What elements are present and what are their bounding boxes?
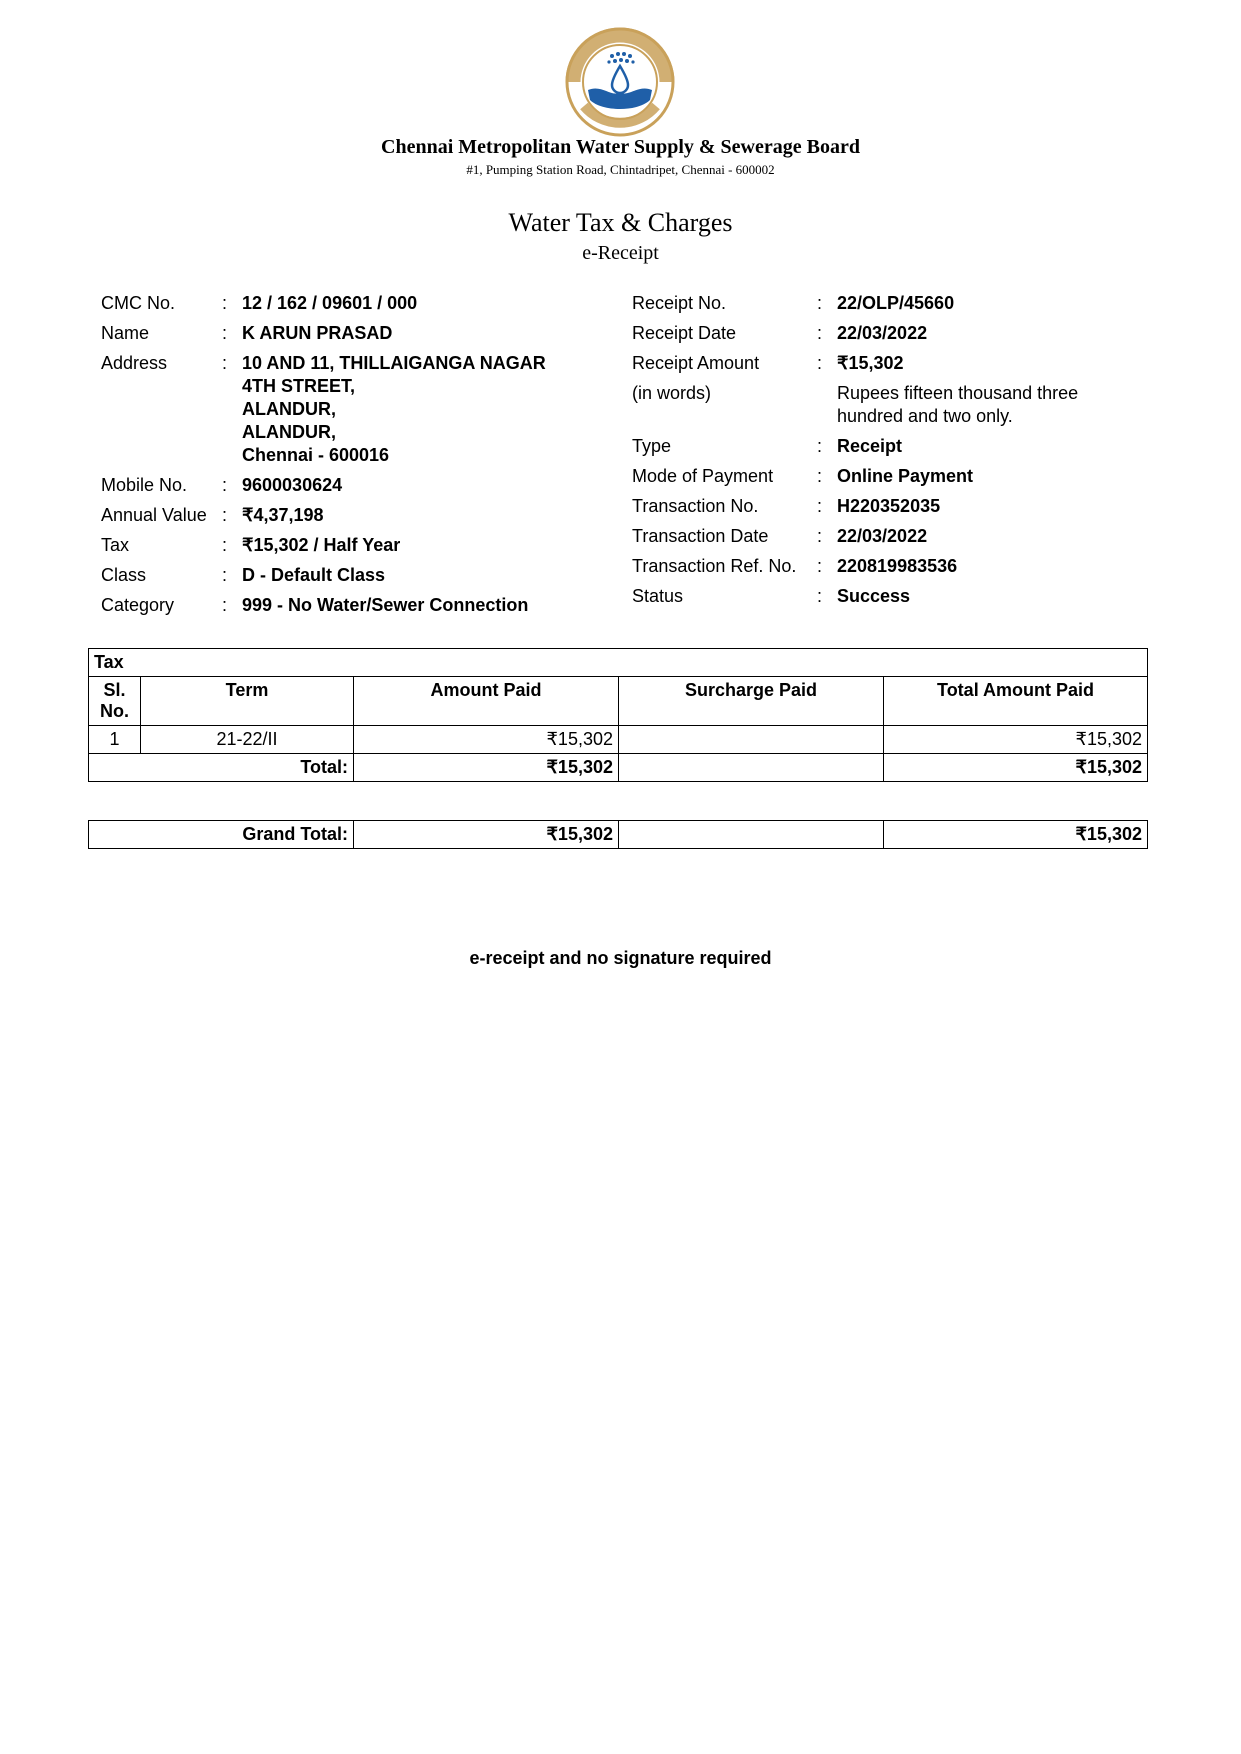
amount-in-words-row xyxy=(632,382,1102,428)
category-row xyxy=(101,594,601,617)
address-value xyxy=(242,352,601,467)
separator-colon: : xyxy=(817,556,823,576)
address-line: ALANDUR, xyxy=(242,422,336,442)
annual-value-value: ₹4,37,198 xyxy=(242,505,324,525)
separator-colon: : xyxy=(222,535,228,555)
document-title: Water Tax & Charges xyxy=(508,208,733,237)
receipt-no-label: Receipt No. xyxy=(632,293,727,313)
mobile-label: Mobile No. xyxy=(101,475,188,495)
table-caption-row xyxy=(89,649,1148,677)
consumer-details xyxy=(101,292,601,624)
document-subtitle: e-Receipt xyxy=(582,242,659,264)
separator-colon: : xyxy=(817,466,823,486)
total-total-amount-paid: ₹15,302 xyxy=(884,754,1148,782)
grand-total-table xyxy=(88,820,1148,849)
cmc-no-value: 12 / 162 / 09601 / 000 xyxy=(242,293,418,313)
status-row xyxy=(632,585,1102,608)
total-amount-paid: ₹15,302 xyxy=(354,754,619,782)
tax-label: Tax xyxy=(101,535,130,555)
column-header-term: Term xyxy=(141,677,354,726)
mobile-row xyxy=(101,474,601,497)
separator-colon: : xyxy=(222,595,228,615)
separator-colon: : xyxy=(222,323,228,343)
name-row xyxy=(101,322,601,345)
category-value: 999 - No Water/Sewer Connection xyxy=(242,595,529,615)
address-line: 4TH STREET, xyxy=(242,376,356,396)
class-value: D - Default Class xyxy=(242,565,386,585)
grand-total-amount-paid: ₹15,302 xyxy=(354,821,619,849)
payment-mode-row xyxy=(632,465,1102,488)
payment-mode-label: Mode of Payment xyxy=(632,466,774,486)
column-header-surcharge-paid: Surcharge Paid xyxy=(619,677,884,726)
separator-colon: : xyxy=(817,496,823,516)
name-value: K ARUN PRASAD xyxy=(242,323,393,343)
transaction-date-row xyxy=(632,525,1102,548)
table-header-row xyxy=(89,677,1148,726)
transaction-ref-label: Transaction Ref. No. xyxy=(632,556,797,576)
tax-table xyxy=(88,648,1148,782)
annual-value-label: Annual Value xyxy=(101,505,207,525)
separator-colon: : xyxy=(817,293,823,313)
class-row xyxy=(101,564,601,587)
status-label: Status xyxy=(632,586,684,606)
receipt-no-row xyxy=(632,292,1102,315)
organization-address: #1, Pumping Station Road, Chintadripet, Chennai - 600002 xyxy=(466,162,775,177)
status-value: Success xyxy=(837,586,911,606)
transaction-ref-value: 220819983536 xyxy=(837,556,958,576)
address-line: 10 AND 11, THILLAIGANGA NAGAR xyxy=(242,353,546,373)
receipt-date-row xyxy=(632,322,1102,345)
cell-surcharge-paid xyxy=(619,726,884,754)
type-row xyxy=(632,435,1102,458)
separator-colon: : xyxy=(817,526,823,546)
address-line: Chennai - 600016 xyxy=(242,445,390,465)
receipt-date-value: 22/03/2022 xyxy=(837,323,928,343)
address-label: Address xyxy=(101,353,168,373)
table-caption: Tax xyxy=(89,649,1148,677)
address-line: ALANDUR, xyxy=(242,399,336,419)
type-label: Type xyxy=(632,436,672,456)
separator-colon: : xyxy=(817,353,823,373)
mobile-value: 9600030624 xyxy=(242,475,343,495)
payment-mode-value: Online Payment xyxy=(837,466,974,486)
separator-colon: : xyxy=(222,505,228,525)
total-label: Total: xyxy=(89,754,354,782)
column-header-amount-paid: Amount Paid xyxy=(354,677,619,726)
receipt-amount-row xyxy=(632,352,1102,375)
cmc-no-label: CMC No. xyxy=(101,293,176,313)
class-label: Class xyxy=(101,565,147,585)
amount-in-words-label: (in words) xyxy=(632,383,712,403)
transaction-date-value: 22/03/2022 xyxy=(837,526,928,546)
transaction-no-value: H220352035 xyxy=(837,496,941,516)
cell-amount-paid: ₹15,302 xyxy=(354,726,619,754)
grand-total-label: Grand Total: xyxy=(89,821,354,849)
cmc-no-row xyxy=(101,292,601,315)
cmwssb-logo xyxy=(562,26,678,138)
cell-total-amount-paid: ₹15,302 xyxy=(884,726,1148,754)
column-header-total-amount-paid: Total Amount Paid xyxy=(884,677,1148,726)
tax-row xyxy=(101,534,601,557)
transaction-no-label: Transaction No. xyxy=(632,496,759,516)
column-header-sl-no: Sl. No. xyxy=(89,677,141,726)
grand-total-surcharge-paid xyxy=(619,821,884,849)
table-total-row xyxy=(89,754,1148,782)
total-surcharge-paid xyxy=(619,754,884,782)
table-row xyxy=(89,726,1148,754)
grand-total-total-amount-paid: ₹15,302 xyxy=(884,821,1148,849)
separator-colon: : xyxy=(817,436,823,456)
footer-note: e-receipt and no signature required xyxy=(469,948,772,968)
separator-colon: : xyxy=(817,586,823,606)
receipt-amount-label: Receipt Amount xyxy=(632,353,760,373)
separator-colon: : xyxy=(222,353,228,373)
amount-in-words-value: Rupees fifteen thousand three hundred and two only. xyxy=(837,383,1079,426)
receipt-date-label: Receipt Date xyxy=(632,323,737,343)
organization-name: Chennai Metropolitan Water Supply & Sewerage Board xyxy=(381,136,860,158)
name-label: Name xyxy=(101,323,150,343)
annual-value-row xyxy=(101,504,601,527)
separator-colon: : xyxy=(222,475,228,495)
receipt-amount-value: ₹15,302 xyxy=(837,353,904,373)
grand-total-row xyxy=(89,821,1148,849)
address-row xyxy=(101,352,601,467)
receipt-no-value: 22/OLP/45660 xyxy=(837,293,955,313)
type-value: Receipt xyxy=(837,436,903,456)
cell-sl-no: 1 xyxy=(89,726,141,754)
transaction-ref-row xyxy=(632,555,1102,578)
separator-colon: : xyxy=(222,293,228,313)
transaction-date-label: Transaction Date xyxy=(632,526,769,546)
cell-term: 21-22/II xyxy=(141,726,354,754)
tax-value: ₹15,302 / Half Year xyxy=(242,535,401,555)
transaction-no-row xyxy=(632,495,1102,518)
separator-colon: : xyxy=(817,323,823,343)
separator-colon: : xyxy=(222,565,228,585)
category-label: Category xyxy=(101,595,175,615)
receipt-details xyxy=(632,292,1102,615)
